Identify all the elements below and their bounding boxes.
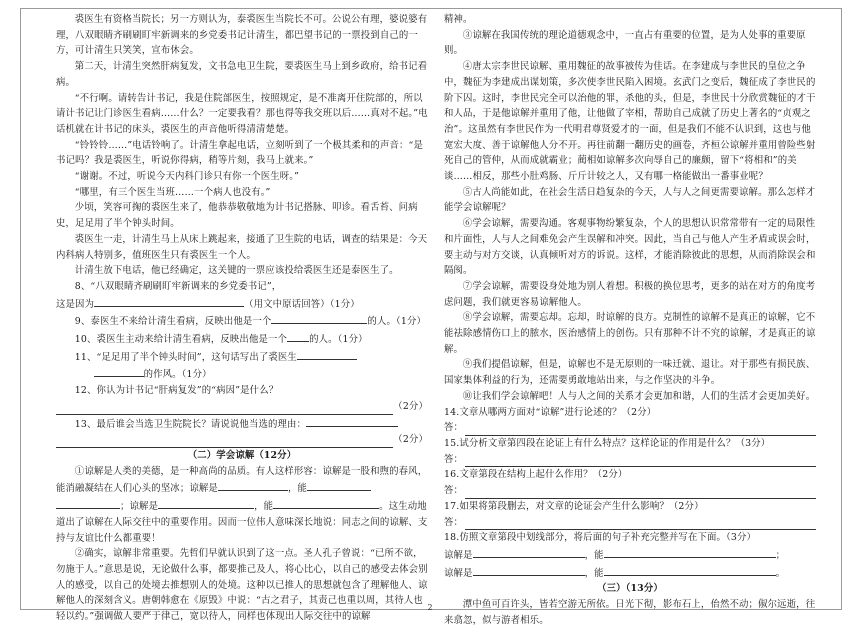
- essay-paragraph-4: ④唐太宗李世民谅解、重用魏征的故事被传为佳话。在李建成与李世民的皇位之争中，魏征为李建成出谋划策，多次使李世民陷入困境。玄武门之变后，魏征成了李世民的阶下囚。这时，李世民完全可以治他的罪，杀他的头，但是，李世民十分欣赏魏征的才干和人品，于是他谅解并重用了他，让他做了宰相，帮助自己成就了历史上著名的“贞观之治”。这虽然有李世民作为一代明君尊贤爱才的一面，但是我们不能不认识到，这也与他宽宏大度、善于谅解他人分不开。再往前翻一翻历史的画卷，齐桓公谅解并重用曾险些射死自己的管仲，从而成就霸业；蔺相如谅解多次向辱自己的廉颇，留下“将相和”的美谈……相反，那些小肚鸡肠、斤斤计较之人，又有哪一格能做出一番事业呢？: [444, 61, 816, 183]
- essay-paragraph-10: ⑩让我们学会谅解吧！人与人之间的关系才会更加和谐，人们的生活才会更加美好。: [462, 390, 816, 402]
- answer-blank[interactable]: [297, 348, 357, 360]
- essay-text: 。这生动地道出了谅解在人际交往中的重要作用。因而一位伟人意味深长地说：同志之间的谅解、支持与友谊比什么都重要！: [56, 501, 428, 544]
- answer-blank[interactable]: [473, 546, 585, 558]
- question-10-text: 10、裘医生主动来给计清生看病，反映出他是一个: [74, 334, 288, 346]
- essay-paragraph-6: ⑥学会谅解，需要沟通。客观事物纷繁复杂，个人的思想认识常常带有一定的局限性和片面性，人与人之间难免会产生误解和冲突。因此，当自己与他人产生矛盾或误会时，要主动与对方交谈，认真倾听对方的诉说。这样，才能消除彼此的思想，从而消除误会和隔阂。: [444, 218, 816, 277]
- essay-text: ，能: [287, 483, 307, 495]
- question-17-answer: [444, 515, 816, 531]
- answer-blank[interactable]: [56, 497, 120, 509]
- answer-label: 答：: [444, 453, 464, 465]
- story-paragraph: 计清生放下电话，他已经确定，这关键的一票应该投给裘医生还是泰医生了。: [74, 265, 399, 277]
- question-8-answer: [56, 295, 428, 313]
- story-paragraph: “铃铃铃……”电话铃响了。计清生拿起电话，立刻听到了一个极其柔和的声音：“是书记吗？我是裘医生，听说你得病，稍等片刻，我马上就来。”: [56, 139, 424, 167]
- question-8-suffix: （用文中原话回答）（1分）: [244, 298, 360, 310]
- classical-passage: 潭中鱼可百许头，皆若空游无所依。日光下彻，影布石上，佁然不动；俶尔远逝，往来翕忽，似与游者相乐。: [444, 599, 816, 626]
- story-paragraph: 少顷，笑容可掬的裘医生来了，他恭恭敬敬地为计书记搭脉、叩诊。看舌苔、问病史，足足用了半个钟头时间。: [56, 202, 418, 230]
- answer-blank[interactable]: [306, 415, 398, 427]
- question-18-line-2: [444, 564, 816, 582]
- question-11: [56, 348, 428, 366]
- question-13: [56, 415, 428, 433]
- story-paragraph: “哪里，有三个医生当班……一个病人也没有。”: [74, 186, 271, 198]
- answer-line[interactable]: [465, 424, 816, 436]
- story-paragraph: 裘医生一走，计清生马上从床上跳起来，接通了卫生院的电话，调查的结果是：今天内科病人特别多，值班医生只有裘医生一个人。: [56, 233, 428, 261]
- question-14: 14.文章从哪两方面对“谅解”进行论述的？（2分）: [444, 406, 657, 418]
- answer-blank[interactable]: [94, 295, 244, 307]
- question-11-text: 11、“足足用了半个钟头时间”，这句话写出了裘医生: [74, 351, 297, 363]
- question-8: [56, 279, 428, 295]
- answer-line[interactable]: [56, 403, 393, 415]
- question-10-suffix: 的人。（1分）: [309, 334, 368, 346]
- question-9-suffix: 的人。（1分）: [367, 316, 426, 328]
- question-16: 16.文章第段在结构上起什么作用？（2分）: [444, 469, 628, 481]
- essay-paragraph-7: ⑦学会谅解，需要设身处地为别人着想。积极的换位思考，更多的站在对方的角度考虑问题，我们就更容易谅解他人。: [444, 280, 816, 308]
- answer-label: 答：: [444, 516, 464, 528]
- answer-mid: ，能: [584, 567, 604, 579]
- question-10: [56, 330, 428, 348]
- answer-line[interactable]: [465, 518, 816, 530]
- question-13-answer: [56, 432, 428, 448]
- essay-paragraph-2: ②确实，谅解非常重要。先哲们早就认识到了这一点。圣人孔子曾说：“已所不欲，勿施于人。”意思是说，无论做什么事，都要推己及人，将心比心，以自己的感受去体会别人的感受，以自己的处境去推想别人的处境。这种以已推人的思想就包含了理解他人、谅解他人的深刻含义。唐朝韩愈在《原毁》中说：“古之君子，其责己也重以周，其待人也轻以约。”强调做人要严于律己，宽以待人，同样也体现出人际交往中的谅解: [56, 548, 428, 623]
- answer-blank[interactable]: [271, 312, 367, 324]
- right-column: [444, 12, 816, 628]
- score-label: （2分）: [393, 434, 428, 446]
- question-11-suffix: 的作风。（1分）: [143, 369, 212, 381]
- answer-blank[interactable]: [604, 564, 776, 576]
- question-14-answer: [444, 420, 816, 436]
- essay-text: ①谅解是人类的美德，是一种高尚的品质。有人这样形容：谅解是一股和煦的春风，能消融凝结在人们心头的坚冰；谅解是: [56, 465, 428, 495]
- essay-paragraph-8: ⑧学会谅解，需要忘却。忘却，时谅解的良方。克制性的谅解不是真正的谅解，它不能祛除感情伤口上的脓水，医治感情上的创伤。只有那种不计不究的谅解，才是真正的谅解。: [444, 312, 816, 355]
- story-paragraph: 第二天，计清生突然肝病复发，文书急电卫生院，要裘医生马上到乡政府，给书记看病。: [56, 61, 428, 88]
- question-12: 12、你认为计书记“肝病复发”的“病因”是什么？: [74, 385, 279, 397]
- left-column: [56, 12, 428, 625]
- question-9-text: 9、泰医生不来给计清生看病，反映出他是一个: [74, 316, 272, 328]
- answer-blank[interactable]: [307, 479, 371, 491]
- answer-line[interactable]: [56, 436, 393, 448]
- question-15: 15.试分析文章第四段在论证上有什么特点？这样论证的作用是什么？（3分）: [444, 437, 771, 449]
- page-number: 2: [427, 603, 433, 612]
- question-15-answer: [444, 452, 816, 468]
- story-paragraph: 裘医生有资格当院长；另一方则认为，泰裘医生当院长不可。公说公有理，婆说婆有理，八双眼睛齐刷刷盯牢新调来的乡党委书记计清生，都巴望书记的一票投到自己的一方，可计清生只笑笑，宣布休会。: [56, 14, 428, 57]
- score-label: （2分）: [393, 400, 428, 412]
- question-8-prefix: 这是因为: [56, 298, 95, 310]
- question-12-answer: [56, 399, 428, 415]
- answer-blank[interactable]: [218, 479, 288, 491]
- answer-blank[interactable]: [273, 497, 379, 509]
- answer-label: 答：: [444, 485, 464, 497]
- answer-blank[interactable]: [158, 497, 254, 509]
- answer-line[interactable]: [465, 487, 816, 499]
- question-13-text: 13、最后谁会当选卫生院院长？请说说他当选的理由：: [74, 418, 307, 430]
- answer-line[interactable]: [465, 455, 816, 467]
- answer-blank[interactable]: [94, 365, 144, 377]
- essay-paragraph-5: ⑤古人尚能如此，在社会生活日趋复杂的今天，人与人之间更需要谅解。那么怎样才能学会谅解呢？: [444, 186, 816, 214]
- question-17: 17.如果将第段删去，对文章的论证会产生什么影响？（2分）: [444, 500, 704, 512]
- answer-prefix: 谅解是: [444, 549, 473, 561]
- question-16-answer: [444, 483, 816, 499]
- essay-paragraph-1: [56, 464, 428, 547]
- question-18-line-1: [444, 546, 816, 564]
- answer-label: 答：: [444, 422, 464, 434]
- section-title: （二）学会谅解（12分）: [187, 449, 297, 461]
- essay-text: ，能: [254, 501, 274, 513]
- story-paragraph: “不行啊。请转告计书记，我是住院部医生，按照规定，是不准离开住院部的，所以请计书记让门诊医生看病……什么？一定要我看？那也得等我交班以后……真对不起。”电话机就在计书记的床头，裘医生的声音他听得清清楚楚。: [56, 92, 428, 135]
- answer-blank[interactable]: [604, 546, 776, 558]
- essay-text: ；谅解是: [120, 501, 159, 513]
- answer-punct: 。: [775, 567, 786, 579]
- section-title: （三）（13分）: [597, 583, 663, 595]
- essay-paragraph-9: ⑨我们提倡谅解，但是，谅解也不是无原则的一味迁就、退让。对于那些有损民族、国家集体利益的行为，还需要勇敢地站出来，与之作坚决的斗争。: [444, 359, 816, 387]
- essay-paragraph-3: ③谅解在我国传统的理论道德观念中，一直占有重要的位置，是为人处事的重要原则。: [444, 29, 806, 57]
- question-9: [56, 312, 428, 330]
- answer-mid: ，能: [584, 549, 604, 561]
- essay-text: 精神。: [444, 14, 473, 25]
- story-paragraph: “谢谢。不过，听说今天内科门诊只有你一个医生呀。”: [74, 171, 300, 183]
- answer-blank[interactable]: [473, 564, 585, 576]
- question-8-text: 8、“八双眼睛齐刷刷盯牢新调来的乡党委书记”，: [74, 280, 282, 292]
- answer-punct: ；: [775, 549, 786, 561]
- question-11-tail: [56, 365, 428, 383]
- answer-blank[interactable]: [287, 330, 309, 342]
- question-18: 18.仿照文章第段中划线部分，将后面的句子补充完整并写在下面。（3分）: [444, 532, 757, 544]
- answer-prefix: 谅解是: [444, 567, 473, 579]
